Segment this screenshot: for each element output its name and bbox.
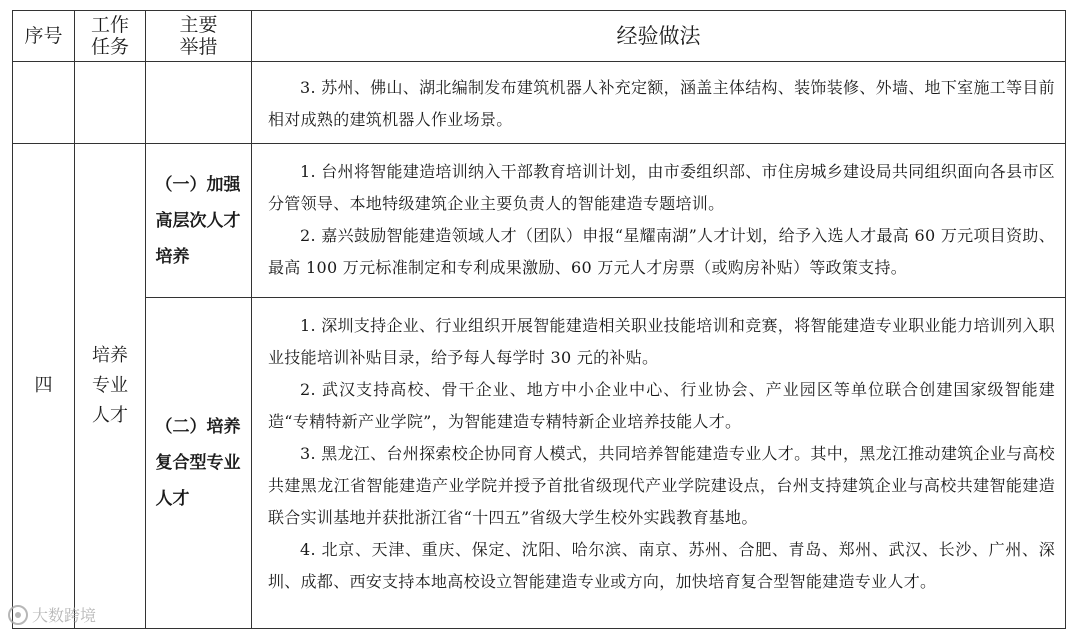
watermark xyxy=(8,603,96,626)
row-serial-number: 四 xyxy=(34,375,53,396)
practice-item: 3. 黑龙江、台州探索校企协同育人模式，共同培养智能建造专业人才。其中，黑龙江推动建筑企业与高校共建黑龙江省智能建造产业学院并授予首批省级现代产业学院建设点，台州支持建筑企业与高校共建智能建造联合实训基地并获批浙江省“十四五”省级大学生校外实践教育基地。 xyxy=(268,444,1055,527)
watermark-text: 大数跨境 xyxy=(32,606,97,625)
practice-item: 3. 苏州、佛山、湖北编制发布建筑机器人补充定额，涵盖主体结构、装饰装修、外墙、地下室施工等目前相对成熟的建筑机器人作业场景。 xyxy=(268,78,1055,129)
measure-2-title-text: （二）培养复合型专业人才 xyxy=(155,417,241,509)
header-experience-practices: 经验做法 xyxy=(616,24,701,48)
measure-1-title xyxy=(146,144,251,297)
measure-2-practices xyxy=(252,310,1065,628)
practice-item: 4. 北京、天津、重庆、保定、沈阳、哈尔滨、南京、苏州、合肥、青岛、郑州、武汉、长沙、广州、深圳、成都、西安支持本地高校设立智能建造专业或方向，加快培育复合型智能建造专业人才。 xyxy=(268,540,1055,591)
measure-2-title xyxy=(146,298,251,628)
prev-row-practice-text xyxy=(252,72,1065,142)
row-work-task: 培养专业人才 xyxy=(92,345,128,426)
measure-1-practices xyxy=(252,156,1065,296)
header-main-measures: 主要举措 xyxy=(179,14,218,58)
header-serial-number: 序号 xyxy=(24,25,63,47)
measure-1-title-text: （一）加强高层次人才培养 xyxy=(155,174,241,267)
practice-item: 1. 深圳支持企业、行业组织开展智能建造相关职业技能培训和竞赛，将智能建造专业职业能力培训列入职业技能培训补贴目录，给予每人每学时 30 元的补贴。 xyxy=(268,316,1055,367)
practice-item: 2. 嘉兴鼓励智能建造领域人才（团队）申报“星耀南湖”人才计划，给予入选人才最高 60 万元项目资助、最高 100 万元标准制定和专利成果激励、60 万元人才房票（或购房补贴）等政策支持。 xyxy=(268,226,1055,277)
header-work-task: 工作任务 xyxy=(91,14,130,58)
practice-item: 2. 武汉支持高校、骨干企业、地方中小企业中心、行业协会、产业园区等单位联合创建国家级智能建造“专精特新产业学院”，为智能建造专精特新企业培养技能人才。 xyxy=(268,380,1055,431)
practice-item: 1. 台州将智能建造培训纳入干部教育培训计划，由市委组织部、市住房城乡建设局共同组织面向各县市区分管领导、本地特级建筑企业主要负责人的智能建造专题培训。 xyxy=(268,162,1055,213)
watermark-logo-icon xyxy=(8,605,28,625)
